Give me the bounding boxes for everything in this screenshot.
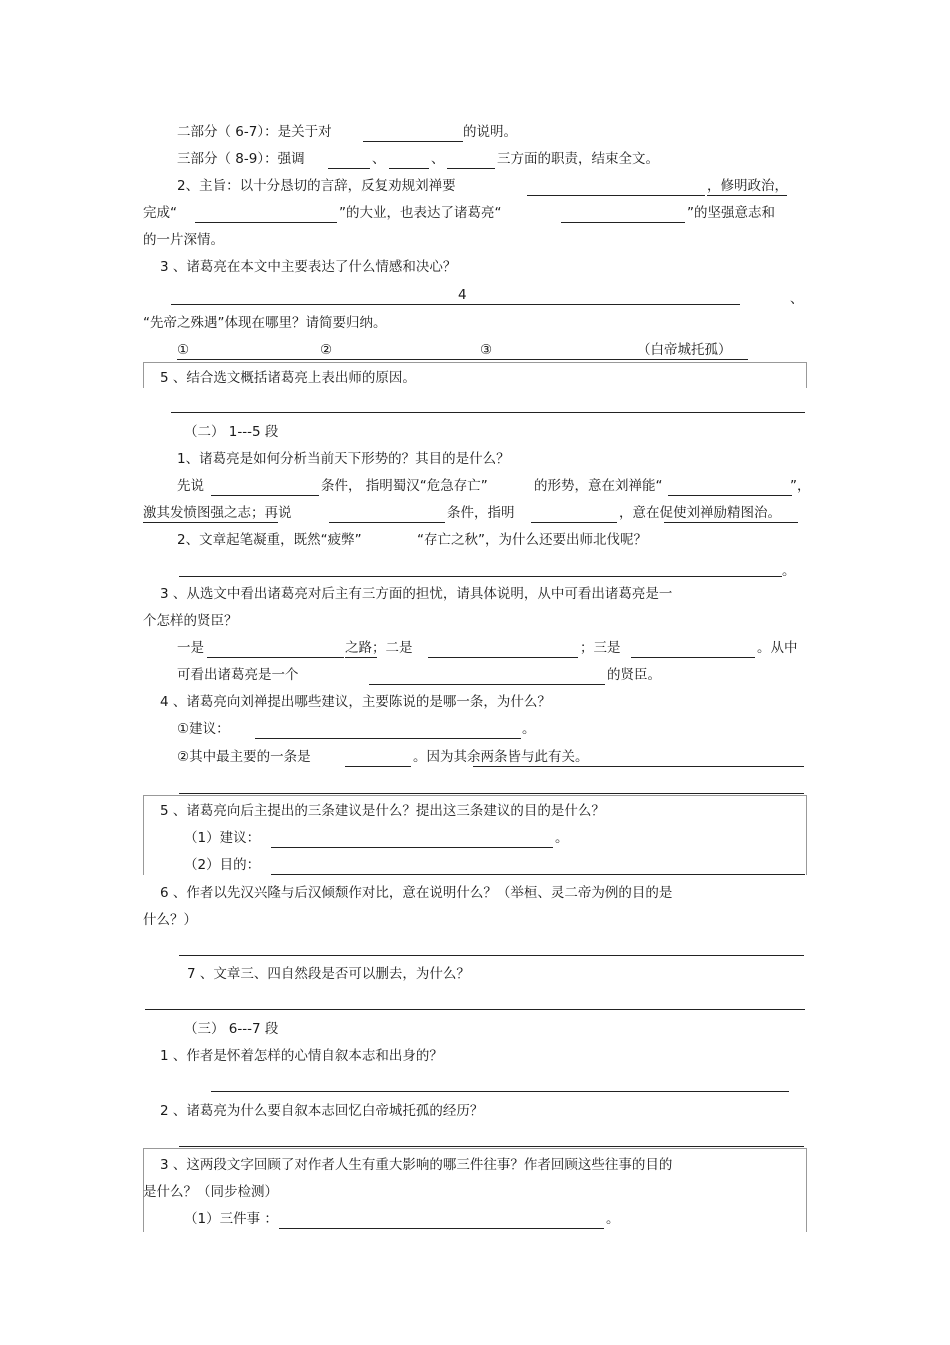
s3-question-3b: 是什么？（同步检测） xyxy=(143,1184,278,1200)
question-4-sep: 、 xyxy=(790,291,804,307)
box-2-right xyxy=(806,795,807,875)
answer-3-line[interactable] xyxy=(171,304,740,305)
s2-answer-3-blank-1[interactable] xyxy=(207,657,344,658)
s2-answer-5-blank-2[interactable] xyxy=(271,874,805,875)
s2-answer-5-b: （2）目的： xyxy=(184,857,261,873)
s2-answer-1-a: 先说 xyxy=(177,478,204,494)
theme-line2-a: 完成“ xyxy=(143,205,177,221)
s2-answer-4-a-end: 。 xyxy=(522,721,536,737)
s3-answer-2-line[interactable] xyxy=(179,1146,804,1147)
s2-answer-5-blank-1[interactable] xyxy=(271,847,553,848)
part2-text-end: 的说明。 xyxy=(463,124,517,140)
s2-answer-5-a-end: 。 xyxy=(555,830,569,846)
question-4: “先帝之殊遇”体现在哪里？请简要归纳。 xyxy=(143,315,387,331)
answer-4-note: （白帝城托孤） xyxy=(637,342,732,358)
s2-answer-4-b-end: 。因为其余两条皆与此有关。 xyxy=(413,749,589,765)
s2-answer-4-underline-b xyxy=(473,766,804,767)
part3-text-end: 三方面的职责，结束全文。 xyxy=(497,151,659,167)
s2-answer-3-blank-3[interactable] xyxy=(631,657,755,658)
s2-answer-3-b: 之路；二是 xyxy=(345,640,413,656)
answer-4-mark-1: ① xyxy=(177,342,190,358)
s2-answer-1-underline-g xyxy=(664,522,798,523)
s2-question-4: 4 、诸葛亮向刘禅提出哪些建议，主要陈说的是哪一条，为什么？ xyxy=(160,694,551,710)
s2-answer-4-blank-2[interactable] xyxy=(345,766,411,767)
theme-line2-c: ”的坚强意志和 xyxy=(687,205,775,221)
s2-answer-1-d: ”， xyxy=(790,478,811,494)
answer-5-line[interactable] xyxy=(171,412,805,413)
s2-answer-1-blank-4[interactable] xyxy=(531,522,617,523)
s2-answer-3-c: ；三是 xyxy=(580,640,621,656)
s2-answer-4-blank-1[interactable] xyxy=(255,738,521,739)
box-3-top xyxy=(143,1148,806,1149)
s2-answer-1-blank-2[interactable] xyxy=(668,495,792,496)
theme-line2-b: ”的大业，也表达了诸葛亮“ xyxy=(339,205,502,221)
s2-question-5: 5 、诸葛亮向后主提出的三条建议是什么？提出这三条建议的目的是什么？ xyxy=(160,803,605,819)
s2-answer-1-g: ，意在促使刘禅励精图治。 xyxy=(619,505,781,521)
s2-answer-3-d: 。从中 xyxy=(757,640,798,656)
s3-answer-1-line[interactable] xyxy=(211,1091,789,1092)
s2-question-2b: “存亡之秋”，为什么还要出师北伐呢？ xyxy=(417,532,647,548)
box-2-top xyxy=(143,795,806,796)
question-5: 5 、结合选文概括诸葛亮上表出师的原因。 xyxy=(160,370,416,386)
s2-answer-1-blank-3[interactable] xyxy=(329,522,445,523)
s2-answer-1-underline-e xyxy=(143,522,278,523)
s2-answer-3-e: 可看出诸葛亮是一个 xyxy=(177,667,299,683)
s3-answer-3-blank[interactable] xyxy=(279,1228,604,1229)
s2-answer-1-b: 条件， 指明蜀汉“危急存亡” xyxy=(321,478,488,494)
section-2-title: （二） 1---5 段 xyxy=(184,424,279,440)
part3-sep-1: 、 xyxy=(372,151,386,167)
s2-answer-3-underline-b xyxy=(345,657,377,658)
theme-blank-2[interactable] xyxy=(195,222,337,223)
s3-question-1: 1 、作者是怀着怎样的心情自叙本志和出身的？ xyxy=(160,1048,443,1064)
answer-4-mark-3: ③ xyxy=(480,342,493,358)
s2-question-6b: 什么？） xyxy=(143,912,197,928)
theme-underline-tail xyxy=(707,195,787,196)
s2-question-3: 3 、从选文中看出诸葛亮对后主有三方面的担忧，请具体说明，从中可看出诸葛亮是一 xyxy=(160,586,673,602)
s2-answer-4-b: ②其中最主要的一条是 xyxy=(177,749,311,765)
s2-answer-3-blank-4[interactable] xyxy=(369,684,605,685)
s2-answer-3-blank-2[interactable] xyxy=(428,657,578,658)
s2-answer-7-line[interactable] xyxy=(145,1009,805,1010)
s3-question-2: 2 、诸葛亮为什么要自叙本志回忆白帝城托孤的经历？ xyxy=(160,1103,484,1119)
s2-answer-2-end: 。 xyxy=(782,563,796,579)
answer-4-mark-2: ② xyxy=(320,342,333,358)
s3-answer-3-end: 。 xyxy=(606,1211,620,1227)
part2-blank[interactable] xyxy=(363,141,463,142)
s2-answer-2-line[interactable] xyxy=(179,576,782,577)
theme-text: 2、主旨：以十分恳切的言辞，反复劝规刘禅要 xyxy=(177,178,456,194)
s2-answer-6-line[interactable] xyxy=(179,955,804,956)
s2-question-2: 2、文章起笔凝重，既然“疲弊” xyxy=(177,532,362,548)
question-3: 3 、诸葛亮在本文中主要表达了什么情感和决心？ xyxy=(160,259,457,275)
box-1-right xyxy=(806,362,807,388)
s2-question-1: 1、诸葛亮是如何分析当前天下形势的？其目的是什么？ xyxy=(177,451,510,467)
s2-answer-4-a: ①建议： xyxy=(177,721,230,737)
s2-question-6: 6 、作者以先汉兴隆与后汉倾颓作对比，意在说明什么？（举桓、灵二帝为例的目的是 xyxy=(160,885,673,901)
part3-blank-2[interactable] xyxy=(389,168,429,169)
s2-answer-1-f: 条件，指明 xyxy=(447,505,515,521)
part3-sep-2: 、 xyxy=(431,151,445,167)
box-1-top xyxy=(143,362,806,363)
s2-answer-1-e: 激其发愤图强之志；再说 xyxy=(143,505,292,521)
question-4-number: 4 xyxy=(458,287,467,303)
s2-answer-1-c: 的形势，意在刘禅能“ xyxy=(534,478,663,494)
s2-answer-5-a: （1）建议： xyxy=(184,830,261,846)
part3-text: 三部分（ 8-9）：强调 xyxy=(177,151,305,167)
box-1-left xyxy=(143,362,144,388)
s3-answer-3-a: （1）三件事 ： xyxy=(184,1211,278,1227)
s3-question-3: 3 、这两段文字回顾了对作者人生有重大影响的哪三件往事？作者回顾这些往事的目的 xyxy=(160,1157,673,1173)
s2-question-3b: 个怎样的贤臣？ xyxy=(143,613,238,629)
box-2-left xyxy=(143,795,144,875)
s2-answer-3-f: 的贤臣。 xyxy=(607,667,661,683)
s2-answer-1-blank-1[interactable] xyxy=(211,495,319,496)
part3-blank-3[interactable] xyxy=(447,168,495,169)
theme-blank-3[interactable] xyxy=(561,222,685,223)
theme-line3: 的一片深情。 xyxy=(143,232,224,248)
s2-answer-4-line-2[interactable] xyxy=(179,793,804,794)
part2-text: 二部分（ 6-7）：是关于对 xyxy=(177,124,332,140)
box-3-right xyxy=(806,1148,807,1232)
answer-4-line[interactable] xyxy=(177,359,748,360)
theme-text-end: ，修明政治， xyxy=(707,178,788,194)
s2-question-7: 7 、文章三、四自然段是否可以删去，为什么？ xyxy=(187,966,470,982)
part3-blank-1[interactable] xyxy=(328,168,370,169)
s2-answer-3-a: 一是 xyxy=(177,640,204,656)
section-3-title: （三） 6---7 段 xyxy=(184,1021,279,1037)
theme-blank-1[interactable] xyxy=(527,195,705,196)
